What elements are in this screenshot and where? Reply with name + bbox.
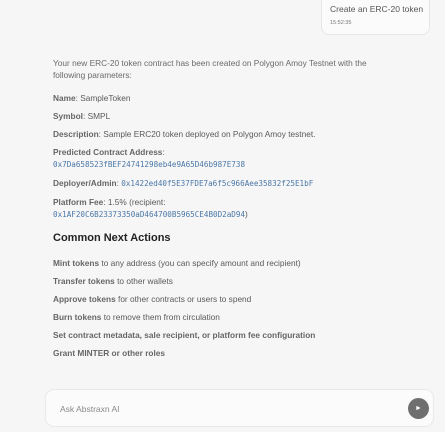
- param-platform-fee: Platform Fee: 1.5% (recipient: 0x1AF20C6B23373350aD464700B5965CE4B0D2aD94): [53, 197, 248, 219]
- chat-input[interactable]: [60, 404, 360, 414]
- deployer-address-value[interactable]: 0x1422ed40f5E37FDE7a6f5c966Aee35832f25E1bF: [121, 179, 314, 188]
- predicted-address-value[interactable]: 0x7Da658523fBEF24741298eb4e9A65D46b987E738: [53, 160, 246, 169]
- action-rest: to any address (you can specify amount and recipient): [99, 258, 301, 268]
- send-button[interactable]: [408, 398, 429, 419]
- param-label: Symbol: [53, 111, 83, 121]
- fee-recipient-address[interactable]: 0x1AF20C6B23373350aD464700B5965CE4B0D2aD94: [53, 210, 246, 219]
- action-rest: to other wallets: [114, 276, 173, 286]
- action-rest: for other contracts or users to spend: [115, 294, 252, 304]
- user-message-bubble: [321, 0, 430, 35]
- param-value: SampleToken: [80, 93, 131, 103]
- param-label: Deployer/Admin: [53, 178, 117, 188]
- action-label: Mint tokens: [53, 258, 100, 268]
- fee-text: 1.5% (recipient:: [107, 197, 166, 207]
- param-deployer: Deployer/Admin: 0x1422ed40f5E37FDE7a6f5c966Aee35832f25E1bF: [53, 178, 314, 188]
- send-arrow-icon: ►: [415, 405, 422, 412]
- action-label: Grant MINTER or other roles: [53, 348, 166, 358]
- param-label: Description: [53, 129, 99, 139]
- param-predicted-address: Predicted Contract Address: 0x7Da658523fBEF24741298eb4e9A65D46b987E738: [53, 147, 246, 169]
- action-item: [53, 257, 393, 269]
- user-message-time: 15:52:35: [330, 20, 352, 26]
- assistant-message: [53, 57, 393, 365]
- action-label: Approve tokens: [53, 294, 116, 304]
- param-name: Name: SampleToken: [53, 93, 131, 103]
- action-label: Burn tokens: [53, 312, 102, 322]
- action-item: [53, 311, 393, 323]
- assistant-intro: Your new ERC-20 token contract has been created on Polygon Amoy Testnet with the following parameters:: [53, 58, 367, 80]
- param-label: Predicted Contract Address: [53, 147, 163, 157]
- fee-close: ): [245, 209, 248, 219]
- chat-composer: [45, 389, 434, 427]
- action-item: [53, 347, 393, 359]
- action-item: [53, 293, 393, 305]
- section-title: Common Next Actions: [53, 232, 171, 244]
- action-item: [53, 329, 393, 341]
- param-label: Name: [53, 93, 76, 103]
- param-symbol: Symbol: SMPL: [53, 111, 111, 121]
- action-label: Set contract metadata, sale recipient, or platform fee configuration: [53, 330, 316, 340]
- param-description: Description: Sample ERC20 token deployed on Polygon Amoy testnet.: [53, 129, 316, 139]
- param-label: Platform Fee: [53, 197, 104, 207]
- action-label: Transfer tokens: [53, 276, 115, 286]
- param-value: Sample ERC20 token deployed on Polygon Amoy testnet.: [103, 129, 316, 139]
- param-value: SMPL: [87, 111, 111, 121]
- action-item: [53, 275, 393, 287]
- action-rest: to remove them from circulation: [101, 312, 220, 322]
- user-message-text: Create an ERC-20 token: [330, 4, 424, 14]
